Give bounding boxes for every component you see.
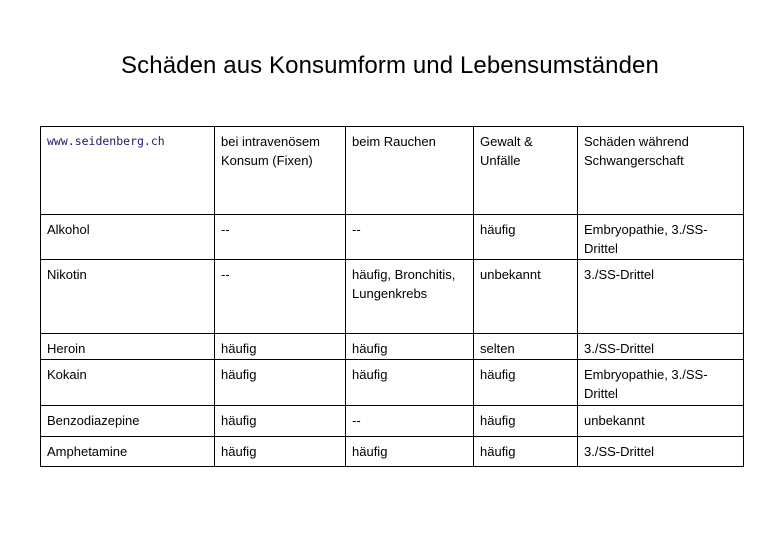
table-row (41, 437, 744, 467)
header-cell-violence-accidents: Gewalt & Unfälle (474, 127, 578, 215)
drug-damage-table (40, 126, 744, 467)
table-cell: -- (346, 406, 474, 437)
page-title: Schäden aus Konsumform und Lebensumständen (121, 52, 659, 79)
table-cell: häufig (215, 360, 346, 406)
table-cell: Embryopathie, 3./SS-Drittel (578, 215, 744, 260)
table-row (41, 260, 744, 334)
table-row (41, 215, 744, 260)
table-cell: häufig (215, 334, 346, 360)
table-cell: häufig (474, 360, 578, 406)
table-row (41, 406, 744, 437)
table-cell: häufig (346, 360, 474, 406)
table-cell: -- (346, 215, 474, 260)
table-cell: 3./SS-Drittel (578, 437, 744, 467)
row-label: Heroin (41, 334, 215, 360)
table-cell: häufig (215, 406, 346, 437)
table-row (41, 360, 744, 406)
row-label: Kokain (41, 360, 215, 406)
row-label: Alkohol (41, 215, 215, 260)
table-cell: -- (215, 260, 346, 334)
row-label: Amphetamine (41, 437, 215, 467)
table-cell: häufig (474, 406, 578, 437)
table-cell: häufig (215, 437, 346, 467)
header-cell-pregnancy: Schäden während Schwangerschaft (578, 127, 744, 215)
table-cell: unbekannt (578, 406, 744, 437)
row-label: Benzodiazepine (41, 406, 215, 437)
header-cell-smoking: beim Rauchen (346, 127, 474, 215)
header-cell-intravenous: bei intravenösem Konsum (Fixen) (215, 127, 346, 215)
table-cell: unbekannt (474, 260, 578, 334)
table-row (41, 334, 744, 360)
table-cell: Embryopathie, 3./SS-Drittel (578, 360, 744, 406)
table-cell: 3./SS-Drittel (578, 260, 744, 334)
table-cell: häufig (474, 437, 578, 467)
table-cell: häufig (346, 334, 474, 360)
table-cell: -- (215, 215, 346, 260)
source-url[interactable]: www.seidenberg.ch (41, 127, 215, 215)
table-cell: 3./SS-Drittel (578, 334, 744, 360)
table-cell: häufig (474, 215, 578, 260)
row-label: Nikotin (41, 260, 215, 334)
table-cell: häufig (346, 437, 474, 467)
table-cell: selten (474, 334, 578, 360)
table-header-row (41, 127, 744, 215)
table-cell: häufig, Bronchitis, Lungenkrebs (346, 260, 474, 334)
